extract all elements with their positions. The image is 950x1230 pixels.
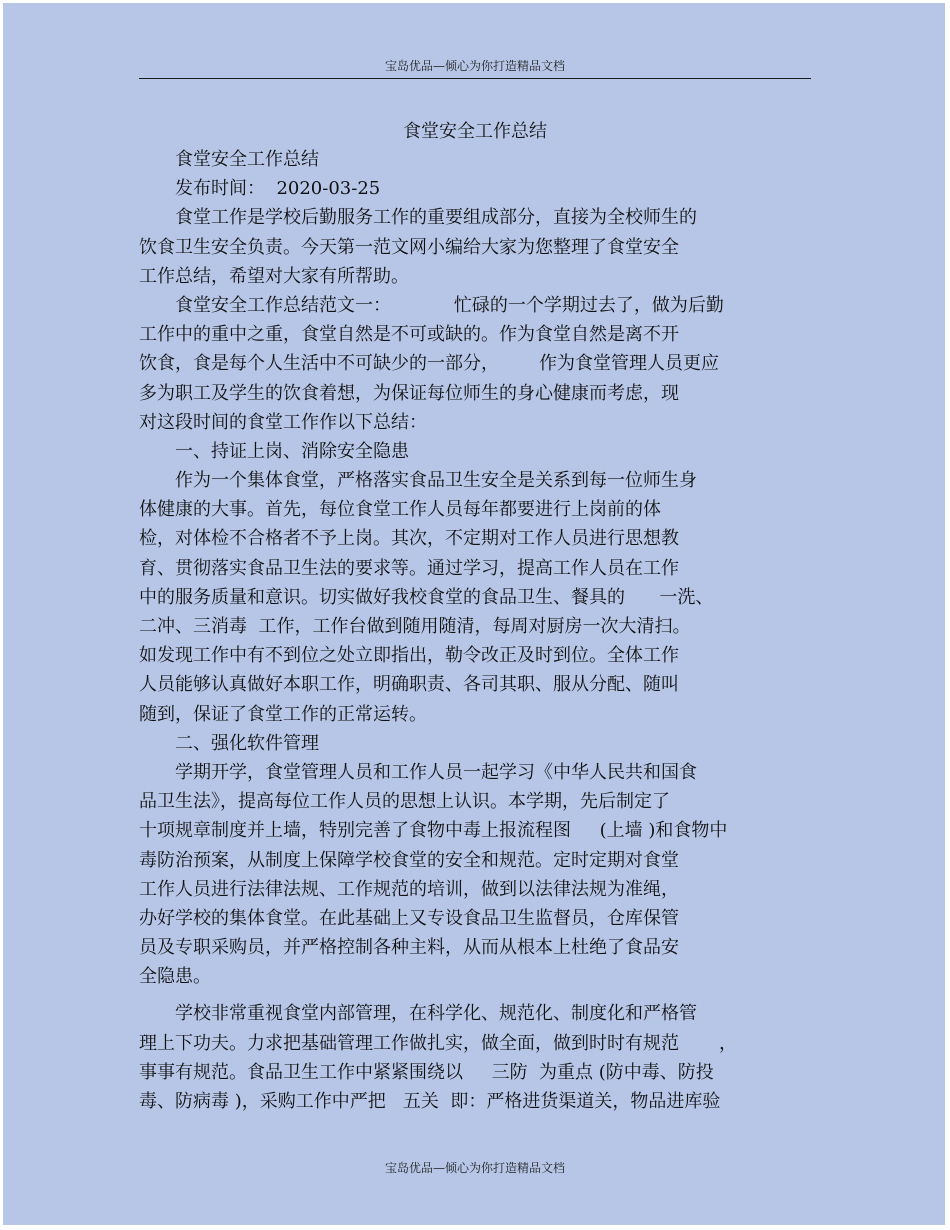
text-line: 办好学校的集体食堂。在此基础上又专设食品卫生监督员，仓库保管 [139, 907, 679, 929]
text-line: 食堂安全工作总结范文一： 忙碌的一个学期过去了，做为后勤 [175, 294, 724, 316]
text-line: 育、贯彻落实食品卫生法的要求等。通过学习，提高工作人员在工作 [139, 557, 679, 579]
publish-date-line: 发布时间： 2020-03-25 [175, 178, 381, 200]
text-line: 员及专职采购员，并严格控制各种主料，从而从根本上杜绝了食品安 [139, 937, 679, 959]
text-line: 检，对体检不合格者不予上岗。其次，不定期对工作人员进行思想教 [139, 528, 679, 550]
text-line: 食堂安全工作总结 [175, 149, 319, 170]
text-line: 工作总结，希望对大家有所帮助。 [139, 265, 409, 287]
text-line: 饮食，食是每个人生活中不可缺少的一部分， 作为食堂管理人员更应 [139, 353, 720, 375]
document-page [3, 3, 945, 1225]
text-line: 十项规章制度并上墙，特别完善了食物中毒上报流程图 (上墙 )和食物中 [139, 820, 728, 842]
text-line: 饮食卫生安全负责。今天第一范文网小编给大家为您整理了食堂安全 [139, 236, 679, 258]
text-line: 理上下功夫。力求把基础管理工作做扎实，做全面，做到时时有规范 ， [139, 1032, 738, 1054]
text-line: 食堂工作是学校后勤服务工作的重要组成部分，直接为全校师生的 [175, 207, 697, 229]
page-header: 宝岛优品—倾心为你打造精品文档 [384, 59, 565, 73]
text-line: 学校非常重视食堂内部管理，在科学化、规范化、制度化和严格管 [175, 1003, 697, 1025]
text-line: 二冲、三消毒 工作，工作台做到随用随清，每周对厨房一次大清扫。 [139, 616, 691, 637]
text-line: 中的服务质量和意识。切实做好我校食堂的食品卫生、餐具的 一洗、 [139, 586, 714, 608]
text-line: 如发现工作中有不到位之处立即指出，勒令改正及时到位。全体工作 [139, 645, 679, 667]
page-footer: 宝岛优品—倾心为你打造精品文档 [384, 1161, 565, 1175]
text-line: 体健康的大事。首先，每位食堂工作人员每年都要进行上岗前的体 [139, 499, 661, 521]
text-line: 随到，保证了食堂工作的正常运转。 [139, 703, 427, 725]
text-line: 全隐患。 [139, 966, 211, 988]
text-line: 对这段时间的食堂工作作以下总结： [139, 411, 427, 433]
text-line: 工作人员进行法律法规、工作规范的培训，做到以法律法规为准绳， [139, 878, 679, 900]
text-line: 学期开学，食堂管理人员和工作人员一起学习《中华人民共和国食 [175, 761, 697, 783]
document-body [139, 145, 811, 1116]
text-line: 事事有规范。食品卫生工作中紧紧围绕以 三防 为重点 (防中毒、防投 [139, 1061, 714, 1083]
text-line: 品卫生法》，提高每位工作人员的思想上认识。本学期，先后制定了 [139, 791, 670, 813]
text-line: 工作中的重中之重，食堂自然是不可或缺的。作为食堂自然是离不开 [139, 324, 679, 346]
text-line: 多为职工及学生的饮食着想，为保证每位师生的身心健康而考虑，现 [139, 382, 679, 404]
paragraph-gap [139, 991, 811, 999]
text-line: 作为一个集体食堂，严格落实食品卫生安全是关系到每一位师生身 [175, 470, 697, 492]
section-heading: 一、持证上岗、消除安全隐患 [175, 440, 409, 462]
text-line: 毒、防病毒 )，采购工作中严把 五关 即：严格进货渠道关，物品进库验 [139, 1091, 721, 1112]
header-divider [139, 78, 811, 79]
document-title: 食堂安全工作总结 [403, 121, 547, 142]
text-line: 人员能够认真做好本职工作，明确职责、各司其职、服从分配、随叫 [139, 674, 679, 696]
text-line: 毒防治预案，从制度上保障学校食堂的安全和规范。定时定期对食堂 [139, 849, 679, 871]
section-heading: 二、强化软件管理 [175, 732, 319, 754]
